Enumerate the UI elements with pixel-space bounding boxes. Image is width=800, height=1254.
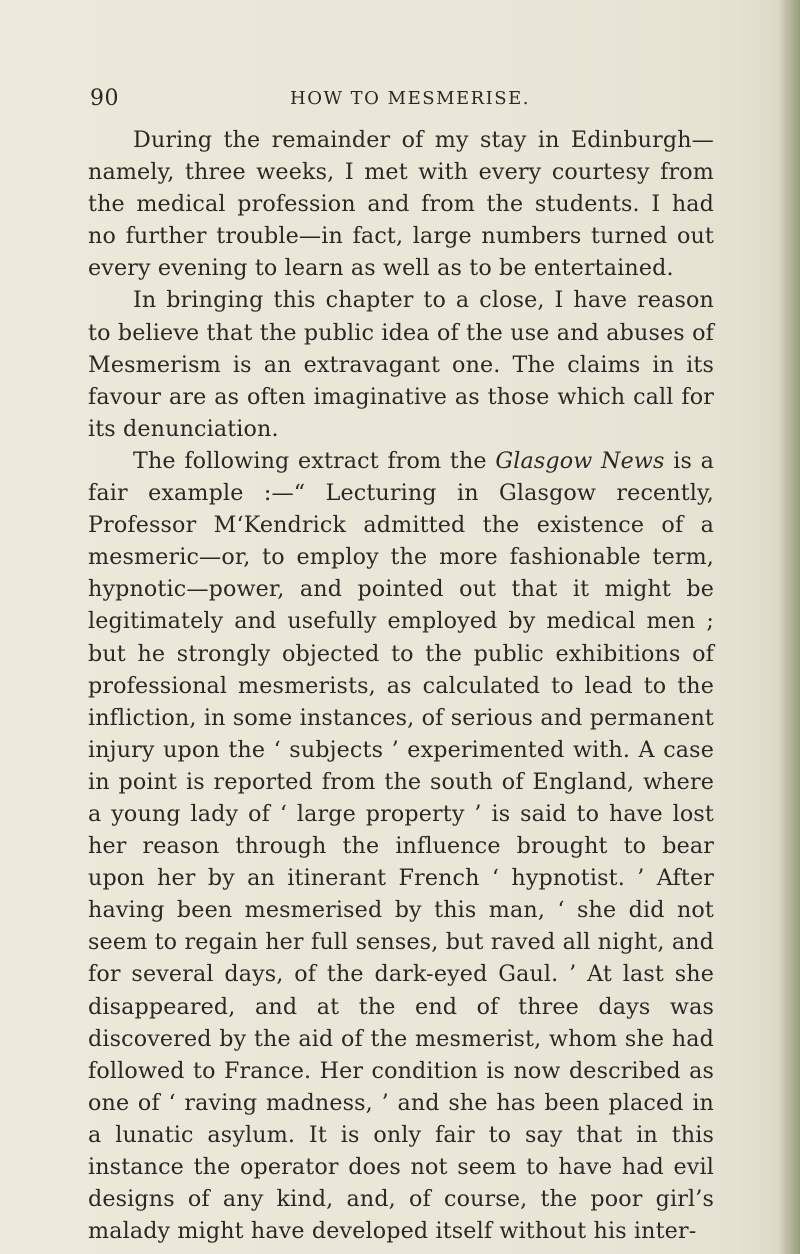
page-edge-shadow [778,0,800,1254]
extract-lead: The following extract from the [133,447,496,474]
paragraph-chapter-close: In bringing this chapter to a close, I have reason to believe that the public idea of the use and abuses of Mesmerism is an extravagant one. The claims in its favour are as often imaginative as those which call for its denunciation. [88,287,714,442]
page-number: 90 [90,86,119,111]
extract-quote: is a fair example :—“ Lecturing in Glasgow recently, Professor M‘Kendrick admitted the existence of a mesmeric—or, to employ the more fashionable term, hypnotic—power, and pointed out that it might be legitimately and usefully employed by medical men ; but he strongly objected to the public exhibitions of professional mesmerists, as calculated to lead to the infliction, in some instances, of serious and permanent injury upon the ‘ subjects ’ experimented with. A case in point is reported from the south of England, where a young lady of ‘ large property ’ is said to have lost her reason through the influence brought to bear upon her by an itinerant French ‘ hypnotist. ’ After having been mesmerised by this man, ‘ she did not seem to regain her full senses, but raved all night, and for several days, of the dark-eyed Gaul. ’ At last she disappeared, and at the end of three days was discovered by the aid of the mesmerist, whom she had followed to France. Her condition is now described as one of ‘ raving madness, ’ and she has been placed in a lunatic asylum. It is only fair to say that in this instance the operator does not seem to have had evil designs of any kind, and, of course, the poor girl’s malady might have developed itself without his inter- [88,447,715,1245]
paragraph-glasgow-extract [88,445,714,1247]
paragraph-edinburgh: During the remainder of my stay in Edinburgh—namely, three weeks, I met with every courtesy from the medical profession and from the students. I had no further trouble—in fact, large numbers turned out every evening to learn as well as to be entertained. [88,127,714,282]
page-header [90,86,710,116]
running-head: HOW TO MESMERISE. [290,88,530,109]
newspaper-title: Glasgow News [495,447,665,474]
body-text [88,124,714,1247]
